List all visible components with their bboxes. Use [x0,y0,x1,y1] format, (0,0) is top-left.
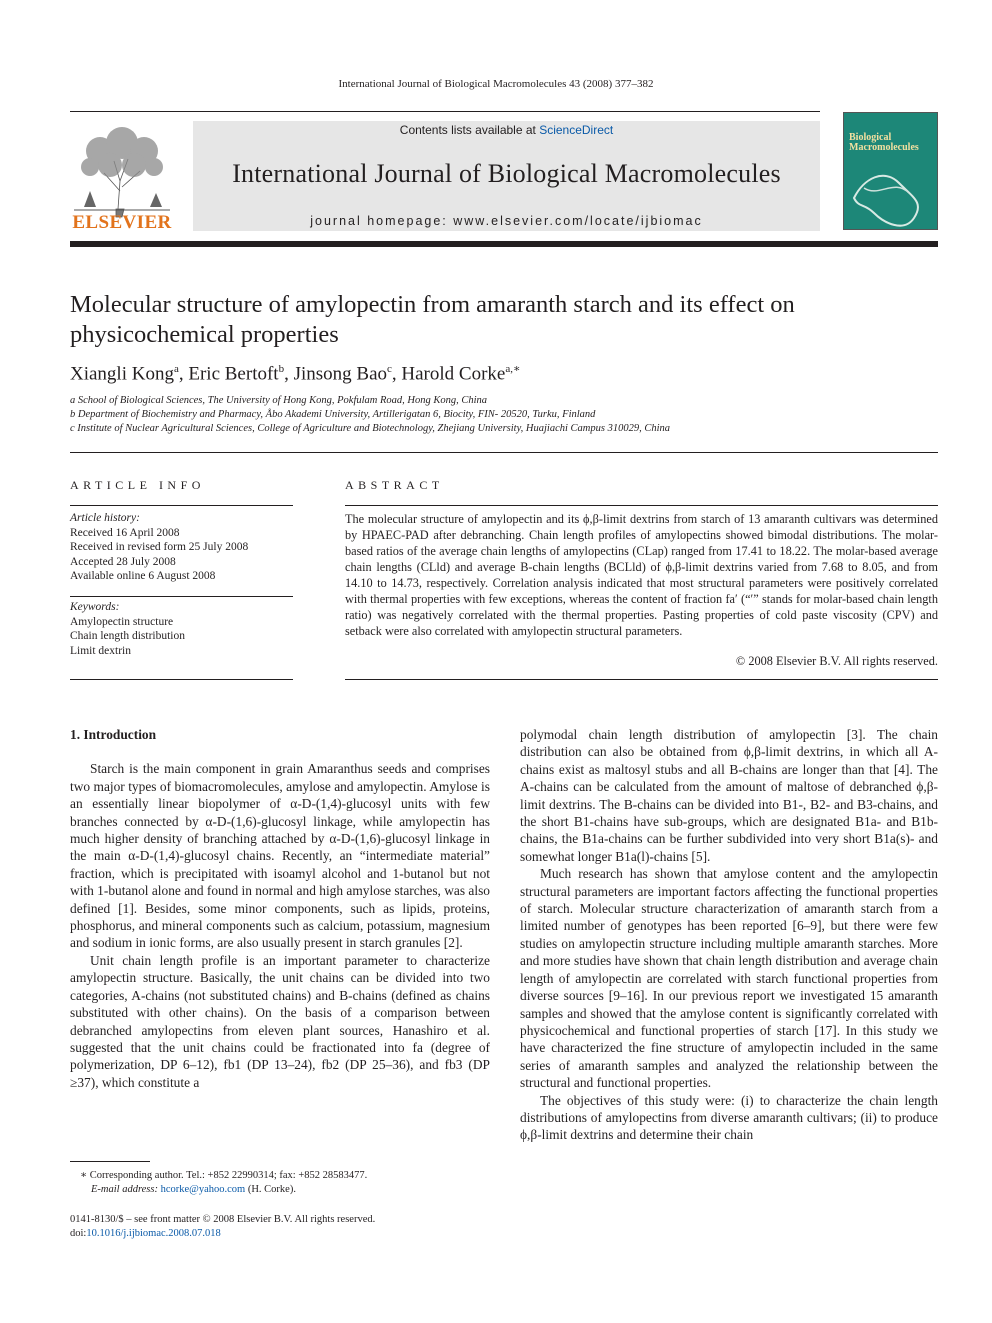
body-column-right [520,726,938,1144]
body-paragraph: Much research has shown that amylose content and the amylopectin structural parameters are important factors affecting the functional properties of starch. Molecular structure characterization of amaranth starch from a limited number of genotypes has been reported [6–9], but there were few studies on amylopectin structure including multiple amaranth starches. More and more studies have shown that chain length distribution and average chain length of amylopectin are correlated with starch functional properties from diverse sources [9–16]. In our previous report we investigated 15 amaranth samples and showed that the amylose content is significantly correlated with physicochemical and functional properties of starch [17]. In this study we have characterized the fine structure of amylopectin included in the same series of amaranth samples and analyzed the relationship between the structural and functional properties. [520,866,938,1091]
journal-homepage-link[interactable]: journal homepage: www.elsevier.com/locate/ijbiomac [310,214,703,228]
corresponding-author: ∗ Corresponding author. Tel.: +852 22990314; fax: +852 28583477. [80,1170,368,1181]
keywords [70,600,293,658]
author-list: Xiangli Kong$^a$, Eric Bertoft$^b$, Jinsong Bao$^c$, Harold Corke$^{a,∗}$ [70,363,521,385]
history-label: Article history: [70,512,140,524]
author-name[interactable]: Xiangli Kong [70,363,174,385]
history-item: Available online 6 August 2008 [70,570,216,582]
author-name[interactable]: Jinsong Bao [293,363,388,385]
article-info-rule [70,505,293,506]
email-suffix: (H. Corke). [245,1184,296,1195]
email-label: E-mail address: [91,1184,158,1195]
journal-title: International Journal of Biological Macromolecules [232,159,781,188]
author-affiliation-mark: b [278,363,285,375]
journal-banner [193,121,820,231]
author-name[interactable]: Harold Corke [401,363,506,385]
history-item: Received 16 April 2008 [70,526,180,539]
article-info-heading: ARTICLE INFO [70,478,205,492]
doi-link[interactable]: 10.1016/j.ijbiomac.2008.07.018 [86,1228,221,1239]
article-info-rule [70,596,293,597]
section-heading: 1. Introduction [70,727,157,742]
author-affiliation-mark: c [387,363,392,375]
abstract-text: The molecular structure of amylopectin and its ϕ,β-limit dextrins from starch of 13 amaranth cultivars was determined by HPAEC-PAD after debranching. Chain length profiles of amylopectins showed bimodal distributions. The molar-based ratios of the average chain lengths of amylopectins (CLap) ranged from 17.41 to 18.22. The molar-based average chain lengths (CLld) and average B-chain lengths (BCLld) of ϕ,β-limit dextrins varied from 7.68 to 8.05, and from 14.10 to 14.73, respectively. Correlation analysis indicated that most structural parameters were positively correlated with thermal properties with few exceptions, whereas the content of fraction fa′ (“′” stands for molar-based chain length ratio) was negatively correlated with the thermal properties. Pasting properties of cold paste viscosity (CPV) and setback were also correlated with amylopectin structural parameters. [345,512,938,638]
history-item: Received in revised form 25 July 2008 [70,541,249,553]
top-rule [70,111,820,112]
article-info-rule [70,679,293,680]
keyword: Limit dextrin [70,644,132,657]
front-matter [70,1213,375,1241]
author-name[interactable]: Eric Bertoft [188,363,279,385]
keyword: Amylopectin structure [70,615,174,628]
abstract-copyright: © 2008 Elsevier B.V. All rights reserved. [735,654,938,668]
body-paragraph: Starch is the main component in grain Amaranthus seeds and comprises two major types of biomacromolecules, amylose and amylopectin. Amylose is an essentially linear biopolymer of α-D-(1,4)-glucosyl units with few branches connected by α-D-(1,6)-glucosyl linkage, while amylopectin has much higher density of branching attached by α-D-(1,6)-glucosyl linkage in the main α-D-(1,4)-glucosyl chains. Recently, an “intermediate material” fraction, which is precipitated with isoamyl alcohol and 1-butanol but not with 1-butanol alone and found in normal and high amylose starches, was also defined [1]. Besides, some minor components, such as lipids, proteins, phosphorus, and mineral components such as calcium, potassium, magnesium and sodium in ionic forms, are also usually present in starch granules [2]. [70,761,490,951]
cover-molecule-image [844,158,938,230]
abstract-rule [345,679,938,680]
header-thick-rule [70,241,938,247]
abstract-heading: ABSTRACT [345,478,444,492]
contents-prefix: Contents lists available at [399,123,540,137]
history-item: Accepted 28 July 2008 [70,555,176,568]
body-paragraph: Unit chain length profile is an important parameter to characterize amylopectin structure. Basically, the unit chains can be divided into two categories, A-chains (not substituted chains) and B-chains (defined as chains substituted with other chains). On the basis of a comparison between debranched amylopectins from eleven plant sources, Hanashiro et al. suggested that the unit chains could be fractionated into fa (degree of polymerization, DP 6–12), fb1 (DP 13–24), fb2 (DP 25–36), and fb3 (DP ≥37), which constitute a [70,952,490,1090]
body-column-left [70,726,490,1091]
corresponding-author-footnote [80,1169,367,1197]
contents-line [193,123,820,137]
issn-line: 0141-8130/$ – see front matter © 2008 Elsevier B.V. All rights reserved. [70,1214,376,1225]
article-title: Molecular structure of amylopectin from amaranth starch and its effect on physicochemical properties [70,291,795,348]
cover-title: Biological Macromolecules [849,132,919,153]
author-affiliation-mark: a [173,363,179,375]
article-history [70,511,293,584]
email-link[interactable]: hcorke@yahoo.com [160,1184,246,1195]
abstract-rule [345,505,938,506]
sciencedirect-link[interactable]: ScienceDirect [539,123,614,137]
running-head: International Journal of Biological Macromolecules 43 (2008) 377–382 [338,78,654,90]
keywords-label: Keywords: [70,601,120,613]
affiliation: c Institute of Nuclear Agricultural Sciences, College of Agriculture and Biotechnology, Zhejiang University, Huajiachi Campus 310029, China [70,423,670,434]
body-paragraph: polymodal chain length distribution of amylopectin [3]. The chain distribution can also be obtained from ϕ,β-limit dextrins, in which all A-chains exist as maltosyl stubs and all B-chains are longer than that [4]. The A-chains can be calculated from the amount of maltose of debranched ϕ,β-limit dextrins. The B-chains can be divided into B1-, B2- and B3-chains, and the short B1-chains have sub-groups, which are designated B1a- and B1b-chains, the B1a-chains can be further subdivided into very short B1a(s)- and somewhat longer B1a(l)-chains [5]. [520,727,938,864]
keyword: Chain length distribution [70,630,185,642]
footnote-rule [70,1161,150,1162]
publisher-logo-text: ELSEVIER [72,212,172,233]
affiliation: a School of Biological Sciences, The University of Hong Kong, Pokfulam Road, Hong Kong, China [70,395,488,406]
doi-prefix: doi: [70,1228,87,1239]
affiliation: b Department of Biochemistry and Pharmacy, Åbo Akademi University, Artillerigatan 6, Biocity, FIN- 20520, Turku, Finland [70,409,596,420]
body-paragraph: The objectives of this study were: (i) to characterize the chain length distributions of amylopectins from diverse amaranth cultivars; (ii) to produce ϕ,β-limit dextrins and determine their chain [520,1092,938,1143]
author-affiliation-mark: a,∗ [505,363,521,375]
section-rule [70,452,938,453]
journal-cover-thumbnail [843,112,938,230]
